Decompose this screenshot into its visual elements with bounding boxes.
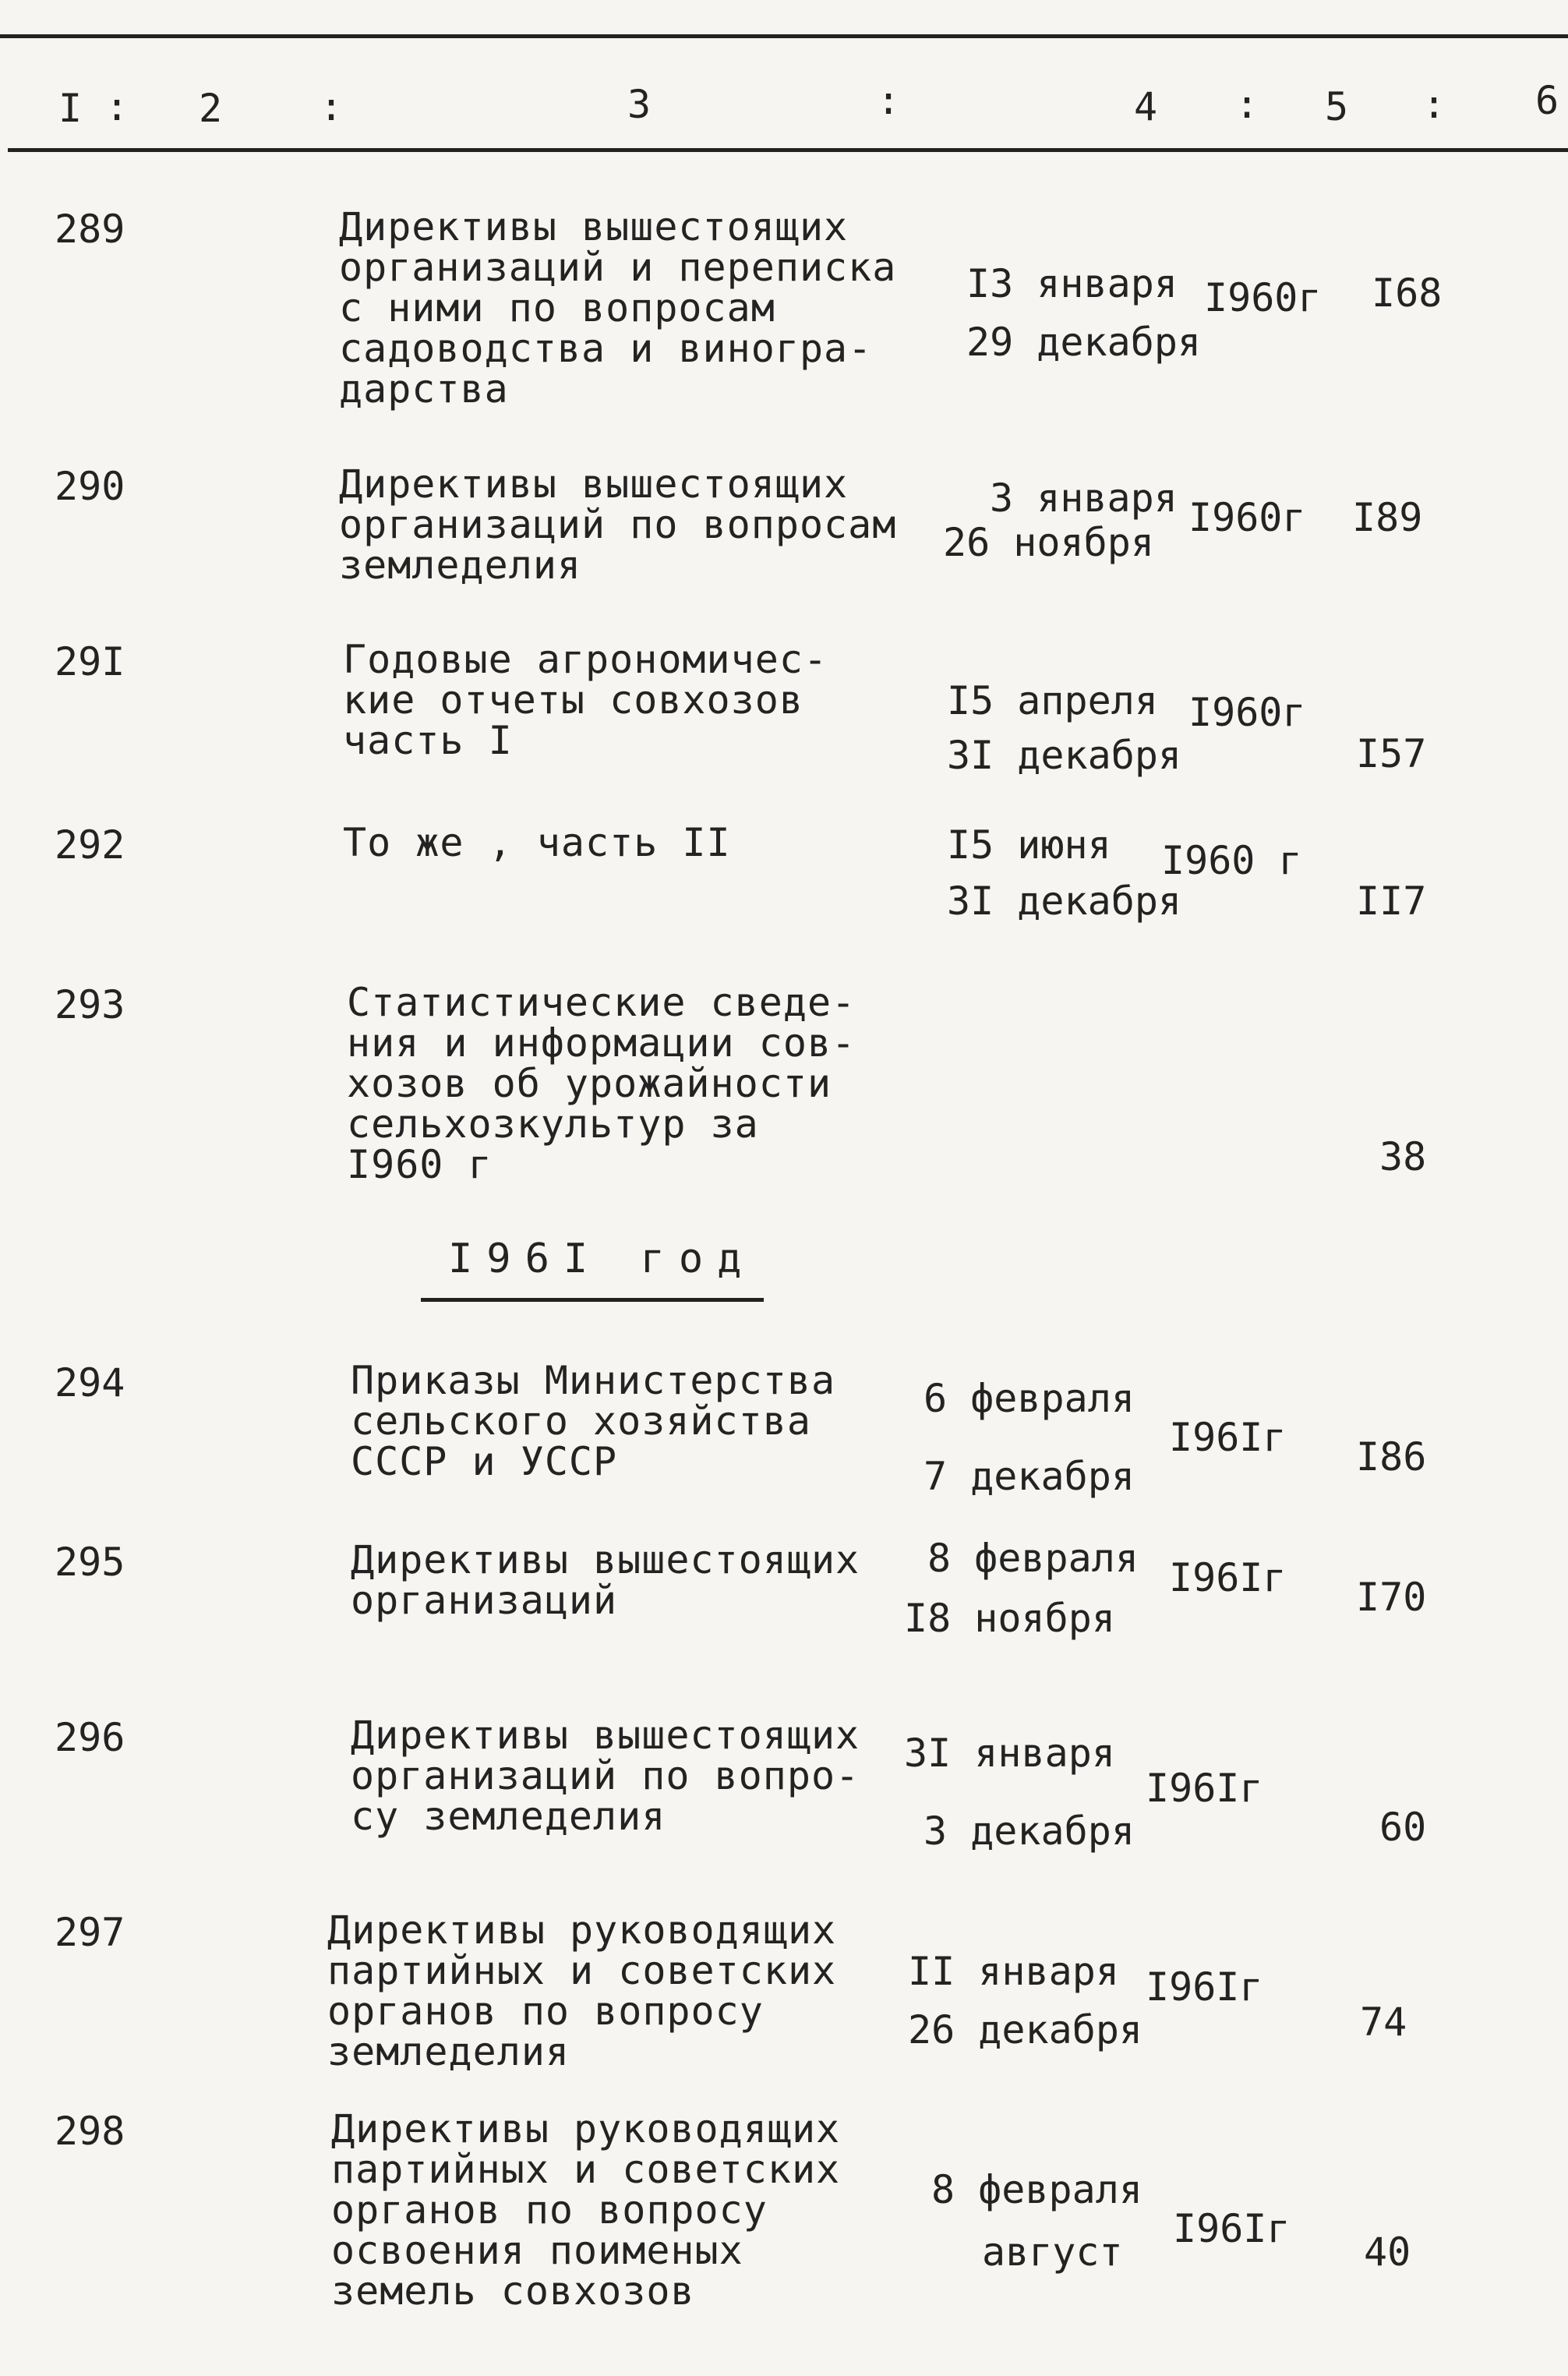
date-end: август [982, 2229, 1123, 2275]
item-number: 297 [55, 1910, 125, 1955]
column-header-2: 2 [199, 86, 223, 131]
page-count: I86 [1356, 1434, 1427, 1480]
column-separator: : [1235, 82, 1259, 127]
item-number: 290 [55, 464, 125, 509]
date-start: 8 февраля [931, 2167, 1142, 2212]
column-header-3: 3 [627, 82, 652, 127]
page-count: 40 [1364, 2229, 1411, 2275]
item-title: Директивы вышестоящих организаций и переписка с ними по вопросам садоводства и виногра- дарства [339, 204, 897, 412]
column-header-6: 6 [1535, 78, 1559, 123]
date-start: I5 июня [947, 822, 1111, 868]
page-count: 60 [1379, 1805, 1427, 1850]
year: I96Iг [1146, 1766, 1263, 1811]
column-separator: : [877, 78, 901, 123]
year: I96Iг [1169, 1555, 1287, 1600]
column-separator: : [105, 84, 129, 129]
item-number: 296 [55, 1715, 125, 1760]
item-title: Директивы руководящих партийных и советских органов по вопросу земледелия [327, 1908, 837, 2074]
item-title: Годовые агрономичес- кие отчеты совхозов часть I [343, 637, 828, 763]
item-title: Приказы Министерства сельского хозяйства СССР и УССР [351, 1358, 836, 1484]
item-title: Директивы вышестоящих организаций по вопросам земледелия [339, 461, 897, 588]
item-number: 294 [55, 1360, 125, 1405]
date-start: I5 апреля [947, 678, 1158, 723]
year: I960г [1188, 495, 1306, 540]
date-start: II января [908, 1949, 1119, 1994]
column-header-5: 5 [1325, 84, 1349, 129]
date-end: 3I декабря [947, 733, 1182, 778]
item-number: 295 [55, 1540, 125, 1585]
column-separator: : [320, 84, 344, 129]
header-bottom-rule [8, 148, 1568, 152]
column-header-4: 4 [1134, 84, 1158, 129]
date-end: 7 декабря [923, 1454, 1135, 1499]
item-title: Директивы руководящих партийных и советских органов по вопросу освоения поименых земель совхозов [331, 2106, 841, 2314]
year: I96Iг [1146, 1964, 1263, 2010]
item-number: 293 [55, 982, 125, 1027]
page-count: I70 [1356, 1575, 1427, 1620]
item-number: 292 [55, 822, 125, 868]
page-count: I68 [1372, 270, 1443, 316]
year: I960г [1188, 690, 1306, 735]
date-end: 3 декабря [923, 1809, 1135, 1854]
date-start: 6 февраля [923, 1376, 1135, 1421]
column-header-1: I [58, 86, 83, 131]
year-heading-underline [421, 1298, 764, 1302]
page-count: I57 [1356, 731, 1427, 776]
item-title: Статистические сведе- ния и информации сов- хозов об урожайности сельхозкультур за I960 г [347, 980, 856, 1187]
date-start: 8 февраля [927, 1536, 1139, 1581]
date-start: 3I января [904, 1731, 1115, 1776]
year: I96Iг [1173, 2206, 1291, 2251]
item-number: 29I [55, 639, 125, 684]
date-end: 29 декабря [966, 320, 1202, 365]
top-rule [0, 34, 1568, 38]
item-number: 298 [55, 2109, 125, 2154]
item-title: Директивы вышестоящих организаций по вопро- су земледелия [351, 1713, 860, 1839]
year: I960г [1204, 275, 1322, 320]
date-end: 26 декабря [908, 2007, 1143, 2052]
year-section-heading: I96I год [448, 1236, 756, 1282]
date-start: I3 января [966, 261, 1178, 306]
item-title: То же , часть II [343, 820, 731, 865]
date-end: I8 ноября [904, 1596, 1115, 1641]
page-count: II7 [1356, 879, 1427, 924]
page-count: I89 [1352, 495, 1423, 540]
date-start: 3 января [990, 476, 1178, 521]
page-count: 38 [1379, 1134, 1427, 1179]
column-separator: : [1422, 82, 1446, 127]
item-number: 289 [55, 207, 125, 252]
date-end: 26 ноября [943, 520, 1154, 565]
date-end: 3I декабря [947, 879, 1182, 924]
page-count: 74 [1360, 1999, 1407, 2045]
year: I96Iг [1169, 1415, 1287, 1460]
year: I960 г [1161, 838, 1302, 883]
item-title: Директивы вышестоящих организаций [351, 1537, 860, 1623]
